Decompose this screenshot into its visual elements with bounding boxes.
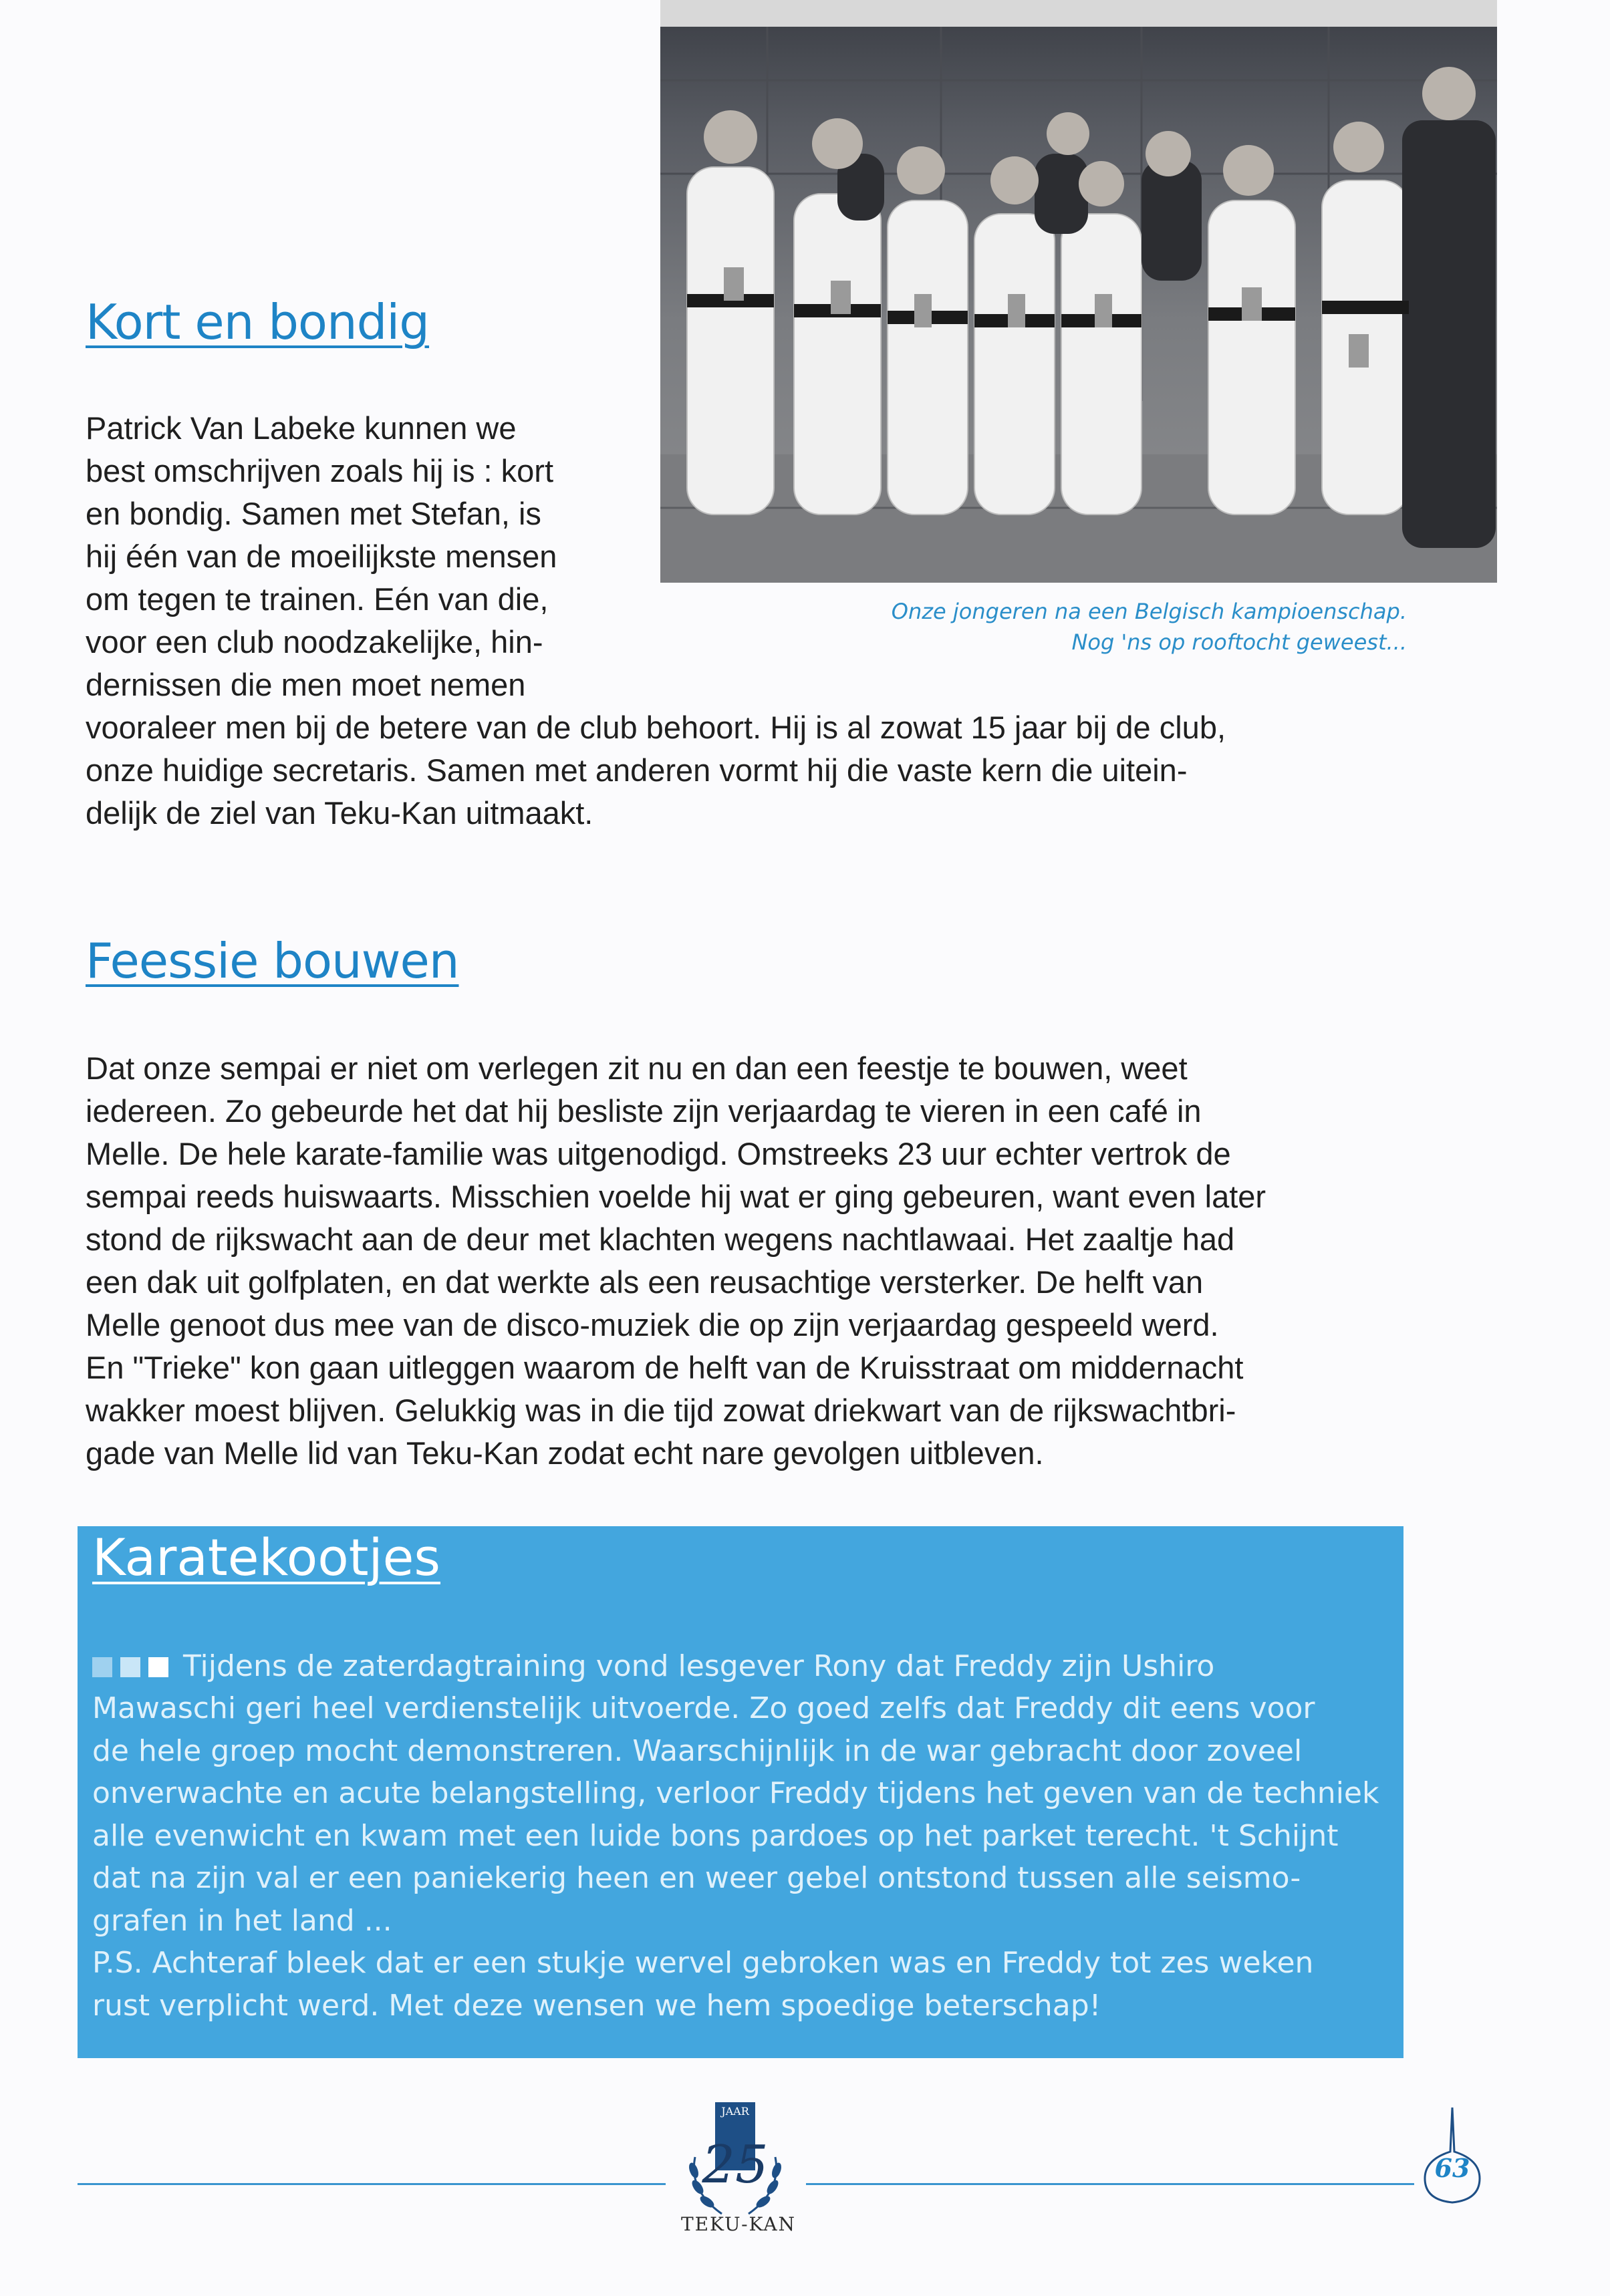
photo-caption-line-2: Nog 'ns op rooftocht geweest...	[1071, 629, 1407, 655]
photo-caption-line-1: Onze jongeren na een Belgisch kampioenschap.	[891, 599, 1407, 624]
karatekootjes-line: de hele groep mocht demonstreren. Waarschijnlijk in de war gebracht door zoveel	[92, 1734, 1303, 1768]
section1-line: Patrick Van Labeke kunnen we	[86, 410, 517, 446]
karatekootjes-line: alle evenwicht en kwam met een luide bons pardoes op het parket terecht. 't Schijnt	[92, 1819, 1339, 1853]
karatekootjes-line: P.S. Achteraf bleek dat er een stukje wervel gebroken was en Freddy tot zes weken	[92, 1946, 1314, 1980]
karatekootjes-line: rust verplicht werd. Met deze wensen we hem spoedige beterschap!	[92, 1989, 1101, 2023]
section2-line: iedereen. Zo gebeurde het dat hij besliste zijn verjaardag te vieren in een café in	[86, 1093, 1202, 1129]
team-photo-illustration	[660, 0, 1497, 583]
karatekootjes-line: dat na zijn val er een paniekerig heen en weer gebel ontstond tussen alle seismo-	[92, 1861, 1301, 1895]
anniversary-logo-icon	[668, 2097, 802, 2231]
org-name: TEKU-KAN	[680, 2213, 797, 2235]
section-heading-kort-en-bondig: Kort en bondig	[86, 294, 430, 350]
footer-rule-right	[806, 2183, 1414, 2185]
section2-line: Melle. De hele karate-familie was uitgenodigd. Omstreeks 23 uur echter vertrok de	[86, 1136, 1231, 1171]
bullet-square-icon	[148, 1657, 168, 1677]
section2-line: En "Trieke" kon gaan uitleggen waarom de helft van de Kruisstraat om middernacht	[86, 1350, 1244, 1385]
section2-line: gade van Melle lid van Teku-Kan zodat echt nare gevolgen uitbleven.	[86, 1435, 1044, 1471]
page-number: 63	[1434, 2153, 1470, 2183]
section-heading-feessie-bouwen: Feessie bouwen	[86, 933, 459, 989]
karatekootjes-line: Mawaschi geri heel verdienstelijk uitvoerde. Zo goed zelfs dat Freddy dit eens voor	[92, 1691, 1315, 1725]
section2-line: een dak uit golfplaten, en dat werkte als een reusachtige versterker. De helft van	[86, 1264, 1204, 1300]
section1-line: om tegen te trainen. Eén van die,	[86, 581, 549, 617]
section1-line: hij één van de moeilijkste mensen	[86, 539, 557, 574]
section1-line: best omschrijven zoals hij is : kort	[86, 453, 554, 488]
section1-line: vooraleer men bij de betere van de club behoort. Hij is al zowat 15 jaar bij de club,	[86, 710, 1226, 745]
section2-line: Melle genoot dus mee van de disco-muziek die op zijn verjaardag gespeeld werd.	[86, 1307, 1219, 1342]
karatekootjes-line: onverwachte en acute belangstelling, verloor Freddy tijdens het geven van de techniek	[92, 1776, 1379, 1810]
section2-line: stond de rijkswacht aan de deur met klachten wegens nachtlawaai. Het zaaltje had	[86, 1222, 1235, 1257]
section1-line: delijk de ziel van Teku-Kan uitmaakt.	[86, 795, 593, 831]
logo-number-text: 25	[702, 2135, 769, 2195]
bullet-square-icon	[92, 1657, 112, 1677]
section1-line: onze huidige secretaris. Samen met anderen vormt hij die vaste kern die uitein-	[86, 752, 1188, 788]
karatekootjes-line: grafen in het land ...	[92, 1904, 392, 1938]
section1-line: voor een club noodzakelijke, hin-	[86, 624, 543, 660]
bullet-square-icon	[120, 1657, 140, 1677]
section1-line: en bondig. Samen met Stefan, is	[86, 496, 541, 531]
section2-line: sempai reeds huiswaarts. Misschien voelde hij wat er ging gebeuren, want even later	[86, 1179, 1266, 1214]
logo-small-text: JAAR	[721, 2105, 749, 2118]
karatekootjes-line-1	[92, 1645, 1214, 1688]
section2-line: wakker moest blijven. Gelukkig was in die tijd zowat driekwart van de rijkswachtbri-	[86, 1393, 1236, 1428]
section2-line: Dat onze sempai er niet om verlegen zit nu en dan een feestje te bouwen, weet	[86, 1050, 1188, 1086]
section1-line: dernissen die men moet nemen	[86, 667, 526, 702]
karatekootjes-heading: Karatekootjes	[92, 1528, 441, 1587]
footer-rule-left	[78, 2183, 666, 2185]
karatekootjes-text: Tijdens de zaterdagtraining vond lesgever Rony dat Freddy zijn Ushiro	[183, 1649, 1215, 1683]
team-photo	[660, 0, 1497, 583]
